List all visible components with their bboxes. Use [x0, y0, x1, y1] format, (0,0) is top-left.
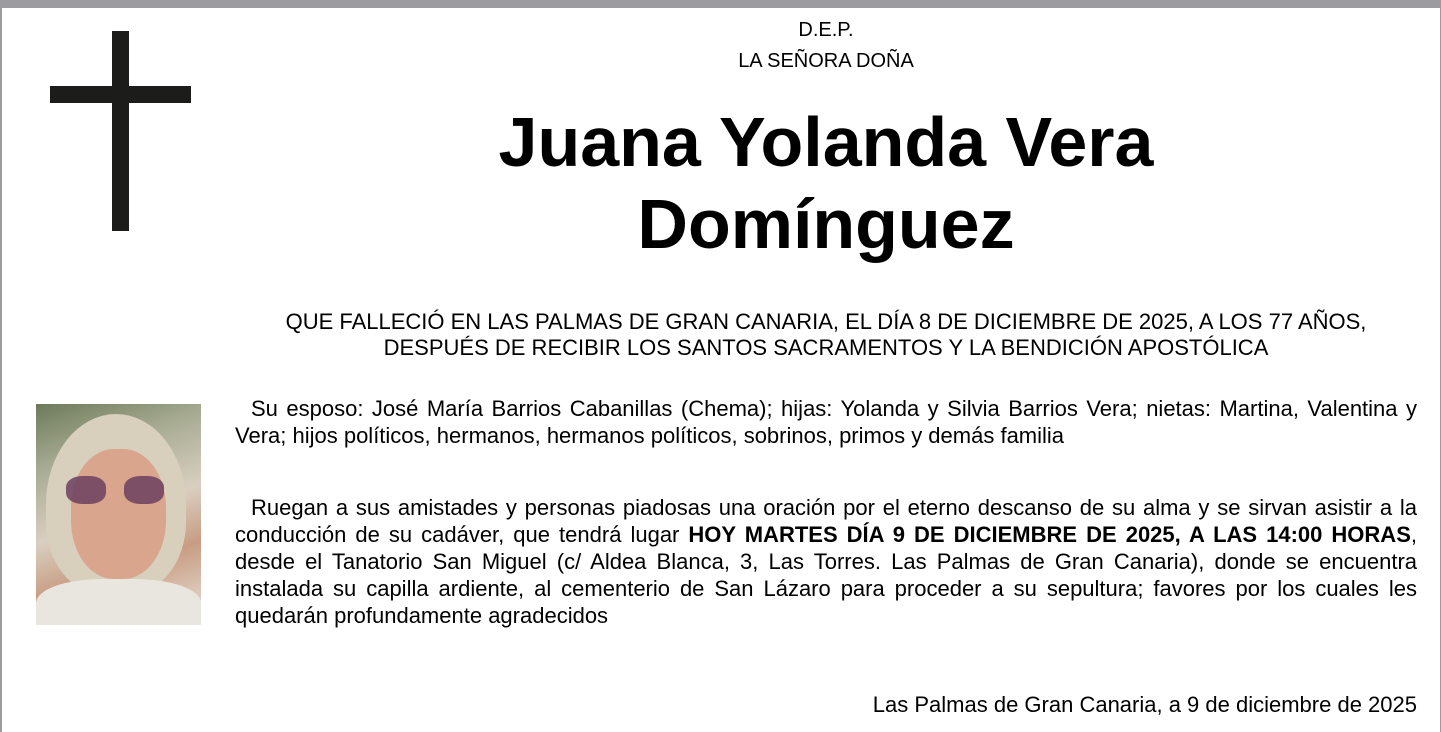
cross-vertical — [112, 31, 129, 231]
death-notice: QUE FALLECIÓ EN LAS PALMAS DE GRAN CANARIA, EL DÍA 8 DE DICIEMBRE DE 2025, A LOS 77 AÑOS, DESPUÉS DE RECIBIR LOS SANTOS SACRAMENTOS Y LA BENDICIÓN APOSTÓLICA — [285, 309, 1367, 360]
funeral-datetime: HOY MARTES DÍA 9 DE DICIEMBRE DE 2025, A LAS 14:00 HORAS — [688, 522, 1411, 547]
deceased-name — [230, 101, 1422, 265]
name-line-2: Domínguez — [637, 185, 1015, 263]
funeral-paragraph — [235, 494, 1417, 629]
honorific: LA SEÑORA DOÑA — [738, 50, 914, 72]
left-border — [0, 0, 2, 732]
funeral-details: , desde el Tanatorio San Miguel (c/ Aldea Blanca, 3, Las Torres. Las Palmas de Gran Canaria), donde se encuentra instalada su capilla ardiente, al cementerio de San Lázaro para proceder a su sepultura; favores por los cuales les quedarán profundamente agradecidos — [235, 522, 1417, 628]
cross-horizontal — [50, 86, 191, 103]
deceased-photo — [36, 404, 201, 625]
family-paragraph: Su esposo: José María Barrios Cabanillas (Chema); hijas: Yolanda y Silvia Barrios Vera; nietas: Martina, Valentina y Vera; hijos políticos, hermanos, hermanos políticos, sobrinos, primos y demás familia — [235, 396, 1417, 448]
funeral-intro: Ruegan a sus amistades y personas piadosas una oración por el eterno descanso de su alma y se sirvan asistir a la conducción de su cadáver, que tendrá lugar — [235, 495, 1417, 547]
place-date: Las Palmas de Gran Canaria, a 9 de diciembre de 2025 — [872, 692, 1417, 717]
top-border — [0, 0, 1441, 8]
dep-heading: D.E.P. — [798, 19, 854, 41]
name-line-1: Juana Yolanda Vera — [498, 103, 1154, 181]
